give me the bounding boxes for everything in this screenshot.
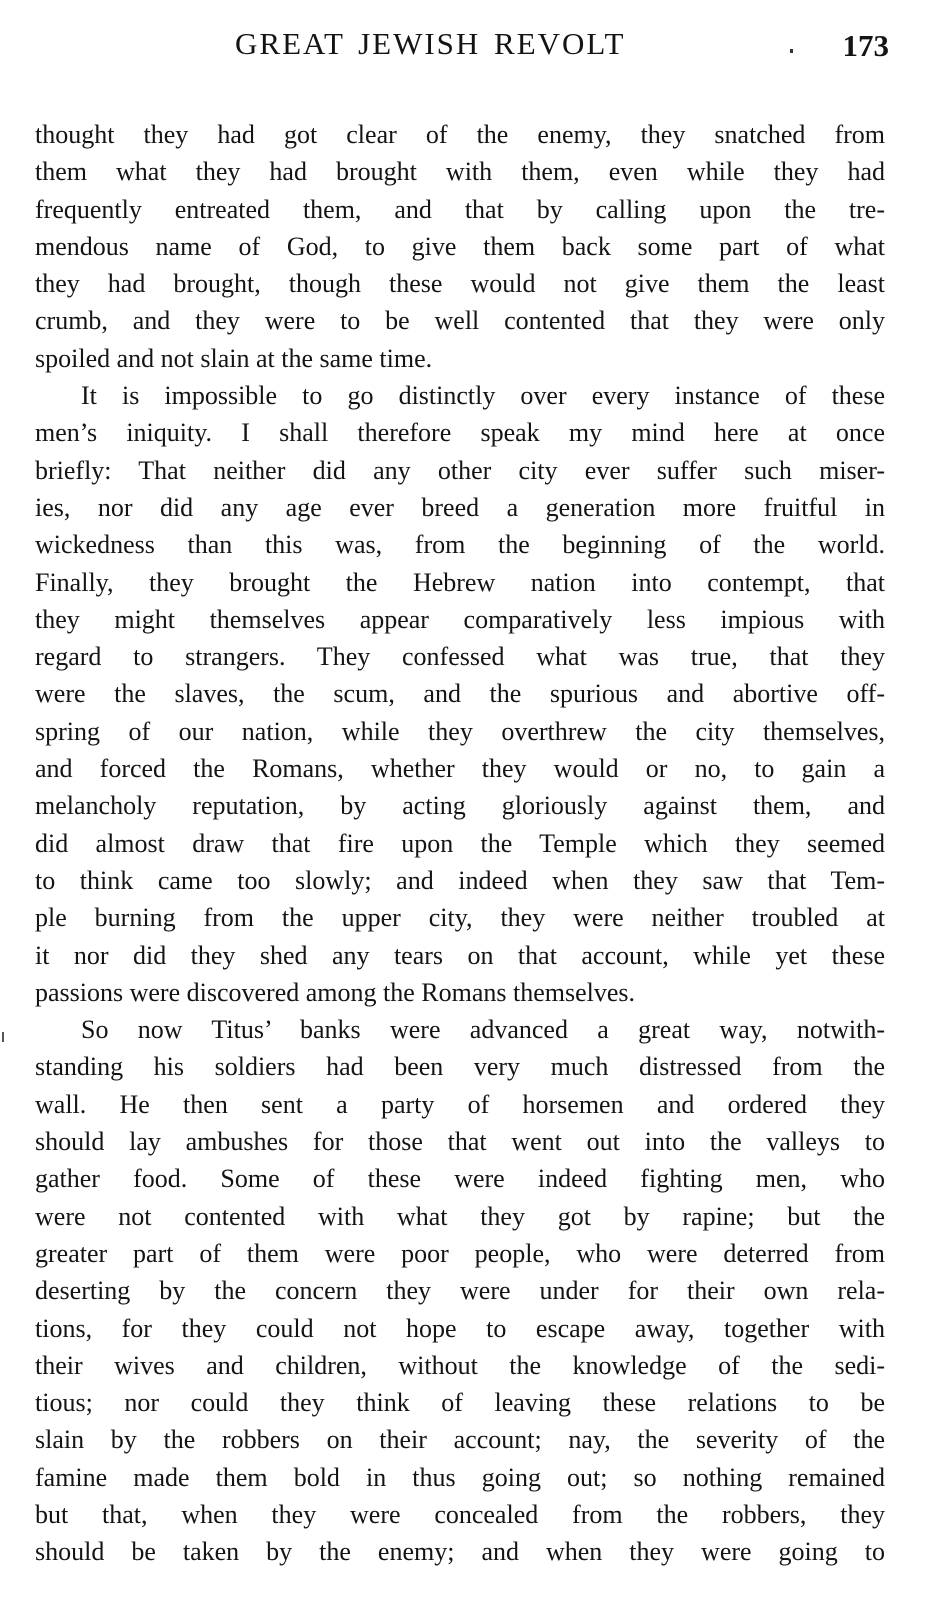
text-line: should be taken by the enemy; and when they were going to xyxy=(35,1537,885,1567)
text-line: tious; nor could they think of leaving these relations to be xyxy=(35,1388,885,1418)
margin-mark xyxy=(2,1032,4,1042)
body-text xyxy=(35,116,885,1571)
ink-speck xyxy=(790,49,793,53)
text-line: did almost draw that fire upon the Temple which they seemed xyxy=(35,828,885,858)
running-header xyxy=(35,22,889,66)
paragraph xyxy=(35,377,885,1011)
text-line: Finally, they brought the Hebrew nation into contempt, that xyxy=(35,567,885,597)
text-line: they might themselves appear comparatively less impious with xyxy=(35,604,885,634)
running-title: GREAT JEWISH REVOLT xyxy=(235,26,626,61)
text-line: greater part of them were poor people, who were deterred from xyxy=(35,1238,885,1268)
text-line: wickedness than this was, from the beginning of the world. xyxy=(35,530,885,560)
text-line: it nor did they shed any tears on that account, while yet these xyxy=(35,940,885,970)
text-line: spoiled and not slain at the same time. xyxy=(35,343,433,373)
text-line: mendous name of God, to give them back some part of what xyxy=(35,231,885,261)
text-line: famine made them bold in thus going out; so nothing remained xyxy=(35,1462,885,1492)
text-line: wall. He then sent a party of horsemen and ordered they xyxy=(35,1089,885,1119)
text-line: should lay ambushes for those that went out into the valleys to xyxy=(35,1127,885,1157)
text-line: deserting by the concern they were under for their own rela- xyxy=(35,1276,885,1306)
text-line: briefly: That neither did any other city ever suffer such miser- xyxy=(35,455,885,485)
book-page xyxy=(35,22,889,1571)
text-line: them what they had brought with them, even while they had xyxy=(35,157,885,187)
text-line: crumb, and they were to be well contented that they were only xyxy=(35,306,885,336)
text-line: they had brought, though these would not give them the least xyxy=(35,269,885,299)
paragraph xyxy=(35,1011,885,1570)
text-line: and forced the Romans, whether they would or no, to gain a xyxy=(35,754,885,784)
text-line: their wives and children, without the knowledge of the sedi- xyxy=(35,1350,885,1380)
paragraph xyxy=(35,116,885,377)
text-line: to think came too slowly; and indeed when they saw that Tem- xyxy=(35,865,885,895)
text-line: standing his soldiers had been very much distressed from the xyxy=(35,1052,885,1082)
text-line: spring of our nation, while they overthrew the city themselves, xyxy=(35,716,885,746)
text-line: frequently entreated them, and that by calling upon the tre- xyxy=(35,194,885,224)
text-line: but that, when they were concealed from the robbers, they xyxy=(35,1499,885,1529)
page-number: 173 xyxy=(842,28,889,63)
text-line: melancholy reputation, by acting gloriously against them, and xyxy=(35,791,885,821)
text-line: were the slaves, the scum, and the spurious and abortive off- xyxy=(35,679,885,709)
text-line: were not contented with what they got by rapine; but the xyxy=(35,1201,885,1231)
text-line: It is impossible to go distinctly over every instance of these xyxy=(81,381,885,411)
text-line: men’s iniquity. I shall therefore speak my mind here at once xyxy=(35,418,885,448)
text-line: passions were discovered among the Romans themselves. xyxy=(35,977,636,1007)
text-line: gather food. Some of these were indeed fighting men, who xyxy=(35,1164,885,1194)
text-line: ple burning from the upper city, they were neither troubled at xyxy=(35,903,885,933)
text-line: thought they had got clear of the enemy, they snatched from xyxy=(35,120,885,149)
text-line: tions, for they could not hope to escape away, together with xyxy=(35,1313,885,1343)
text-line: regard to strangers. They confessed what was true, that they xyxy=(35,642,885,672)
text-line: ies, nor did any age ever breed a generation more fruitful in xyxy=(35,492,885,522)
text-line: slain by the robbers on their account; nay, the severity of the xyxy=(35,1425,885,1455)
text-line: So now Titus’ banks were advanced a great way, notwith- xyxy=(81,1015,885,1045)
